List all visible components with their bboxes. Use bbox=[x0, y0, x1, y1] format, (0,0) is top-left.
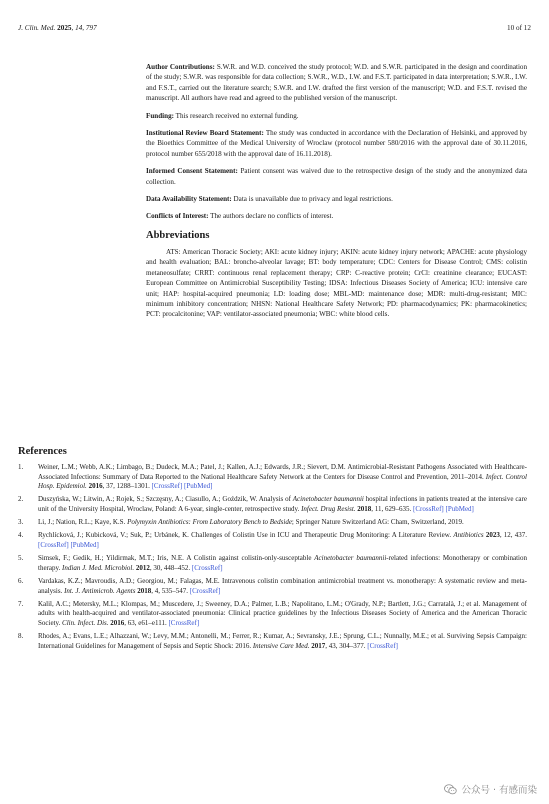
reference-journal: Int. J. Antimicrob. Agents bbox=[64, 586, 136, 595]
crossref-link[interactable]: [CrossRef] bbox=[151, 482, 183, 491]
statement-paragraph bbox=[146, 62, 527, 104]
reference-authors-title: Rhodes, A.; Evans, L.E.; Alhazzani, W.; Levy, M.M.; Antonelli, M.; Ferrer, R.; Kumar, A.; Sevransky, J.E.; Sprung, C.L.; Nunnally, M.E.; et al. Surviving Sepsis Campaign: International Guidelines for Management of Sepsis and Septic Shock: 2016. bbox=[38, 632, 527, 650]
reference-volume-pages: , 37, 1288–1301. bbox=[102, 482, 152, 491]
statement-text: Data is unavailable due to privacy and legal restrictions. bbox=[231, 195, 393, 204]
abbreviations-title: Abbreviations bbox=[146, 229, 210, 241]
reference-number: 1. bbox=[18, 463, 24, 471]
reference-number: 8. bbox=[18, 632, 24, 641]
watermark bbox=[444, 782, 537, 796]
references-section bbox=[18, 446, 527, 655]
statement-paragraph bbox=[146, 111, 527, 121]
reference-item bbox=[18, 495, 527, 514]
reference-text bbox=[38, 463, 527, 492]
back-matter bbox=[146, 62, 527, 320]
reference-year: 2017 bbox=[309, 641, 326, 650]
reference-number: 7. bbox=[18, 599, 24, 608]
journal-year: 2025 bbox=[57, 24, 72, 32]
reference-italic: Acinetobacter baumannii bbox=[292, 495, 364, 504]
reference-number: 5. bbox=[18, 554, 24, 563]
reference-volume-pages: , 30, 448–452. bbox=[149, 563, 192, 572]
journal-volume: , 14, 797 bbox=[71, 24, 97, 32]
wechat-icon bbox=[444, 784, 457, 795]
reference-authors-title: Simsek, F.; Gedik, H.; Yildirmak, M.T.; Iris, N.E. A Colistin against colistin-only-susceptable bbox=[38, 554, 315, 563]
reference-text bbox=[38, 554, 527, 573]
reference-journal: Indian J. Med. Microbiol. bbox=[62, 563, 135, 572]
statement-label: Informed Consent Statement: bbox=[146, 167, 238, 176]
crossref-link[interactable]: [CrossRef] bbox=[38, 540, 69, 549]
reference-authors-title: Weiner, L.M.; Webb, A.K.; Limbago, B.; Dudeck, M.A.; Patel, J.; Kallen, A.J.; Edwards, J.R.; Sievert, D.M. Antimicrobial-Resistant Pathogens Associated with Healthcare-Associated Infections: Summary of Data Reported to the National Healthcare Safety Network at the Centers for Disease Control and Prevention, 2011–2014. bbox=[38, 463, 527, 481]
statement-text: S.W.R. and W.D. conceived the study protocol; W.D. and S.W.R. participated in the design and coordination of the study; S.W.R. was responsible for data collection; S.W.R., W.D., I.W. and F.S.T. participated in data interpretation; S.W.R., I.W. and F.S.T., carried out the literature search; S.W.R. and I.W. drafted the first version of the manuscript; W.D. and F.S.T. revised the manuscript. All authors have read and agreed to the published version of the manuscript. bbox=[146, 63, 528, 103]
reference-item bbox=[18, 463, 527, 492]
reference-text bbox=[38, 518, 527, 528]
reference-number: 2. bbox=[18, 495, 24, 504]
reference-item bbox=[18, 600, 527, 629]
pubmed-link[interactable]: [PubMed] bbox=[445, 504, 474, 513]
page-number: 10 of 12 bbox=[507, 24, 531, 32]
reference-number: 3. bbox=[18, 518, 24, 527]
crossref-link[interactable]: [CrossRef] bbox=[367, 641, 398, 650]
abbreviations-text: ATS: American Thoracic Society; AKI: acute kidney injury; AKIN: acute kidney injury network; APACHE: acute physiology and health evaluation; BAL: broncho-alveolar lavage; BT: body temperature; CDC: Centers for Disease Control; CMS: colistin metaneosulfate; CRRT: continuous renal replacement therapy; CRP: C-reactive protein; CrCl: creatinine clearance; EUCAST: European Committee on Antimicrobial Susceptibility Testing; IDSA: Infectious Diseases Society of America; ICU: intensive care unit; HAP: hospital-acquired pneumonia; LD: loading dose; MBL-MD: maintenance dose; MDR: multi-drug-resistant; MIC: minimum inhibitory concentration; NHSN: National Healthcare Safety Network; PD: pharmacodynamics; PK: pharmacokinetics; PCT: procalcitonine; VAP: ventilator-associated pneumonia; WBC: white blood cells. bbox=[146, 247, 527, 319]
statement-text: The study was conducted in accordance with the Declaration of Helsinki, and approved by the Bioethics Committee of the Medical University of Wroclaw (protocol number 580/2016 with the approval date of 30.11.2016, protocol number 655/2018 with the approval date of 16.11.2018). bbox=[146, 129, 527, 158]
watermark-text: 公众号 · 有感而染 bbox=[461, 785, 537, 796]
statement-label: Funding: bbox=[146, 111, 174, 120]
reference-journal: Infect. Drug Resist. bbox=[301, 504, 356, 513]
reference-year: 2023 bbox=[483, 531, 500, 540]
reference-volume-pages: , 43, 304–377. bbox=[325, 641, 368, 650]
statement-text: Patient consent was waived due to the retrospective design of the study and the anonymized data collection. bbox=[146, 167, 527, 186]
reference-number: 4. bbox=[18, 531, 24, 540]
statements-section bbox=[146, 62, 527, 222]
reference-item bbox=[18, 531, 527, 550]
reference-title-cont: -related infections: Monotherapy or combination therapy. bbox=[38, 554, 527, 572]
crossref-link[interactable]: [CrossRef] bbox=[168, 618, 200, 627]
reference-volume-pages: , 63, e61–e111. bbox=[124, 618, 169, 627]
reference-journal: Antibiotics bbox=[453, 531, 484, 540]
reference-item bbox=[18, 632, 527, 651]
reference-italic: Polymyxin Antibiotics: From Laboratory Bench to Bedside bbox=[127, 518, 292, 527]
reference-authors-title: Li, J.; Nation, R.L.; Kaye, K.S. bbox=[38, 518, 128, 527]
crossref-link[interactable]: [CrossRef] bbox=[189, 586, 221, 595]
statement-text: This research received no external funding. bbox=[174, 111, 299, 120]
reference-volume-pages: , 11, 629–635. bbox=[371, 504, 414, 513]
reference-text bbox=[38, 531, 527, 550]
reference-text bbox=[38, 600, 527, 629]
statement-label: Conflicts of Interest: bbox=[146, 212, 209, 221]
reference-authors-title: Rychlícková, J.; Kubicková, V.; Suk, P.; Urbánek, K. Challenges of Colistin Use in ICU and Therapeutic Drug Monitoring: A Literature Review. bbox=[38, 531, 454, 540]
statement-label: Institutional Review Board Statement: bbox=[146, 129, 264, 138]
statement-paragraph bbox=[146, 194, 527, 204]
reference-italic: Acinetobacter baumannii bbox=[314, 554, 387, 563]
reference-title-cont: ; Springer Nature Switzerland AG: Cham, Switzerland, 2019. bbox=[291, 518, 464, 527]
reference-item bbox=[18, 518, 527, 528]
statement-label: Author Contributions: bbox=[146, 63, 215, 71]
reference-list bbox=[18, 463, 527, 651]
statement-paragraph bbox=[146, 211, 527, 221]
reference-journal: Clin. Infect. Dis. bbox=[62, 618, 109, 627]
reference-volume-pages: , 12, 437. bbox=[499, 531, 527, 540]
reference-year: 2012 bbox=[134, 563, 150, 572]
reference-authors-title: Kalil, A.C.; Metersky, M.L.; Klompas, M.; Muscedere, J.; Sweeney, D.A.; Palmer, L.B.; Napolitano, L.M.; O'Grady, N.P.; Bartlett, J.G.; Carratalà, J.; et al. Management of adults with health-acquired and ventilator-associated pneumonia: Clinical practice guidelines by the Infectious Diseases Society of America and the American Thoracic Society. bbox=[38, 599, 527, 627]
reference-text bbox=[38, 632, 527, 651]
reference-year: 2016 bbox=[86, 482, 103, 491]
pubmed-link[interactable]: [PubMed] bbox=[184, 482, 213, 491]
statement-paragraph bbox=[146, 166, 527, 187]
reference-authors-title: Vardakas, K.Z.; Mavroudis, A.D.; Georgiou, M.; Falagas, M.E. Intravenous colistin combination antimicrobial treatment vs. monotherapy: A systematic review and meta-analysis. bbox=[38, 576, 527, 595]
reference-item bbox=[18, 554, 527, 573]
pubmed-link[interactable]: [PubMed] bbox=[70, 540, 99, 549]
statement-text: The authors declare no conflicts of interest. bbox=[208, 212, 334, 221]
reference-volume-pages: , 4, 535–547. bbox=[151, 586, 190, 595]
crossref-link[interactable]: [CrossRef] bbox=[191, 563, 223, 572]
reference-text bbox=[38, 577, 527, 596]
reference-number: 6. bbox=[18, 576, 24, 585]
journal-name: J. Clin. Med. bbox=[18, 24, 56, 32]
statement-paragraph bbox=[146, 128, 527, 159]
reference-year: 2018 bbox=[135, 586, 152, 595]
reference-year: 2016 bbox=[108, 618, 125, 627]
crossref-link[interactable]: [CrossRef] bbox=[413, 504, 444, 513]
references-title: References bbox=[18, 446, 67, 457]
statement-label: Data Availability Statement: bbox=[146, 195, 232, 204]
reference-text bbox=[38, 495, 527, 514]
reference-year: 2018 bbox=[355, 504, 372, 513]
reference-item bbox=[18, 577, 527, 596]
journal-citation bbox=[18, 24, 97, 32]
reference-title-cont: hospital infections in patients treated at the intensive care unit of the University Hospital, Wroclaw, Poland: A 6-year, single-center, retrospective study. bbox=[38, 495, 527, 513]
reference-journal: Infect. Control Hosp. Epidemiol. bbox=[38, 472, 528, 491]
reference-authors-title: Duszyńska, W.; Litwin, A.; Rojek, S.; Szczęsny, A.; Ciasullo, A.; Goździk, W. Analysis of bbox=[38, 495, 293, 504]
page-header bbox=[18, 24, 531, 32]
reference-journal: Intensive Care Med. bbox=[252, 641, 310, 650]
